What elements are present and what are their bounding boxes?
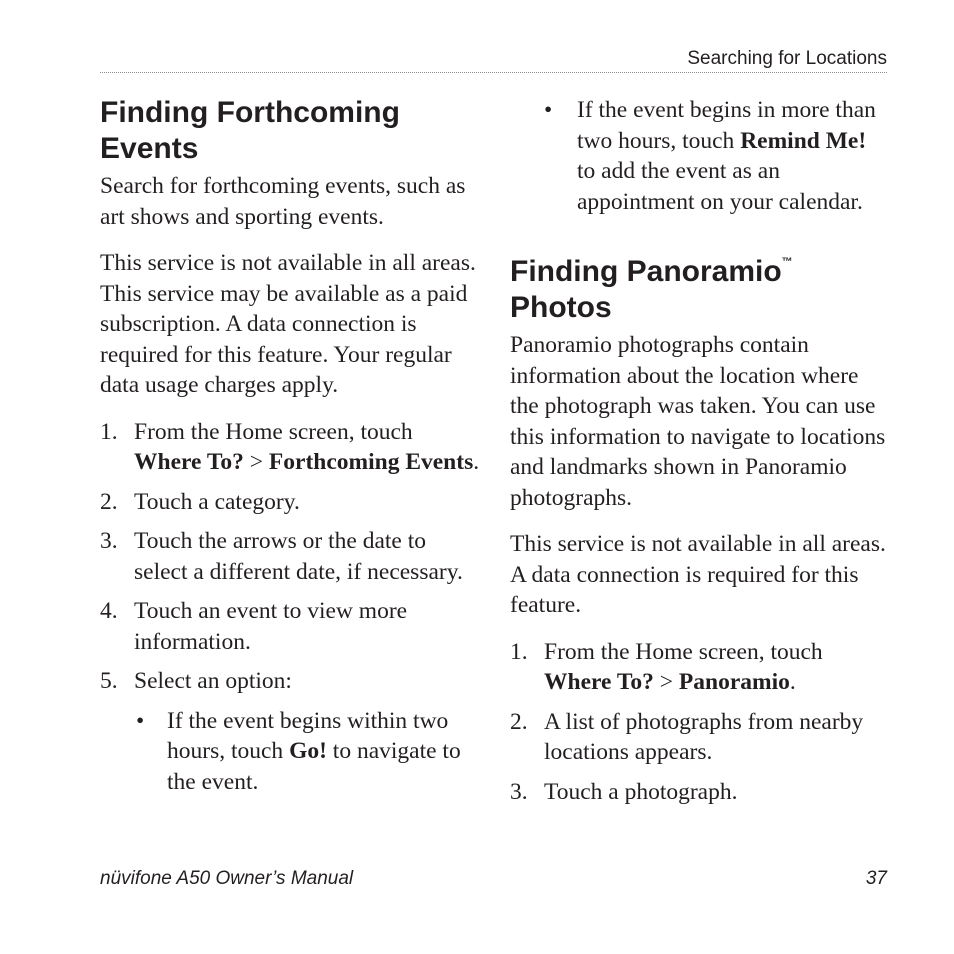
option-bold-go: Go! <box>289 738 327 764</box>
manual-title: nüvifone A50 Owner’s Manual <box>100 868 354 889</box>
step-number: 1. <box>510 638 528 665</box>
panoramio-steps <box>510 637 890 808</box>
option-text: If the event begins in more than two hours, touch <box>577 97 876 154</box>
step-bold-where-to: Where To? <box>134 449 244 475</box>
events-options <box>134 706 482 798</box>
events-step-4 <box>100 596 482 657</box>
step-number: 3. <box>510 778 528 805</box>
trademark-symbol: ™ <box>781 256 793 268</box>
panoramio-step-3 <box>510 777 890 808</box>
section-title: Searching for Locations <box>687 48 887 69</box>
events-option-remind-me <box>510 95 890 217</box>
panoramio-availability: This service is not available in all areas. A data connection is required for this feature. <box>510 531 886 618</box>
events-availability: This service is not available in all areas. This service may be available as a paid subscription. A data connection is required for this feature. Your regular data usage charges apply. <box>100 250 476 398</box>
page-number: 37 <box>865 868 887 889</box>
option-bold-remind-me: Remind Me! <box>740 127 867 154</box>
right-column <box>510 95 890 816</box>
step-text: Touch an event to view more information. <box>134 598 408 655</box>
events-step-5 <box>100 666 482 797</box>
panoramio-step-1 <box>510 637 890 698</box>
step-text-end: . <box>789 669 796 695</box>
panoramio-heading-rest: Photos <box>510 291 612 324</box>
running-header <box>100 46 887 73</box>
panoramio-intro: Panoramio photographs contain information about the location where the photograph was taken. You can use this information to navigate to locations and landmarks shown in Panoramio photographs. <box>510 332 886 511</box>
step-text: From the Home screen, touch <box>134 418 413 445</box>
step-text: Select an option: <box>134 668 292 694</box>
step-number: 5. <box>100 668 118 694</box>
panoramio-step-2 <box>510 707 890 768</box>
step-number: 3. <box>100 528 118 554</box>
step-bold-forthcoming-events: Forthcoming Events <box>268 449 474 475</box>
events-options-continued <box>510 95 890 217</box>
events-step-1 <box>100 417 482 478</box>
events-step-3 <box>100 526 482 587</box>
step-text: Touch the arrows or the date to select a different date, if necessary. <box>134 528 463 585</box>
option-text-end: to navigate to the event. <box>167 738 461 795</box>
step-bold-where-to: Where To? <box>544 669 654 695</box>
events-step-2 <box>100 487 482 518</box>
step-separator: > <box>653 669 679 695</box>
events-intro: Search for forthcoming events, such as art shows and sporting events. <box>100 173 466 230</box>
step-number: 4. <box>100 598 118 624</box>
step-number: 2. <box>510 708 528 735</box>
step-text-end: . <box>473 449 480 475</box>
events-steps <box>100 417 482 798</box>
bullet-icon: • <box>136 707 145 734</box>
step-text: Touch a photograph. <box>544 778 738 805</box>
step-separator: > <box>243 449 269 475</box>
events-heading: Finding Forthcoming Events <box>100 96 400 165</box>
events-option-go <box>134 706 482 798</box>
step-text: From the Home screen, touch <box>544 638 823 665</box>
panoramio-heading-main: Finding Panoramio <box>510 255 782 288</box>
step-bold-panoramio: Panoramio <box>678 669 790 695</box>
option-text-end: to add the event as an appointment on your calendar. <box>577 158 863 215</box>
left-column <box>100 95 482 806</box>
panoramio-heading <box>510 244 890 326</box>
step-number: 1. <box>100 418 118 445</box>
step-text: Touch a category. <box>134 488 300 515</box>
step-text: A list of photographs from nearby locations appears. <box>544 708 864 765</box>
step-number: 2. <box>100 488 118 515</box>
bullet-icon: • <box>544 97 553 123</box>
option-text: If the event begins within two hours, touch <box>167 707 449 764</box>
